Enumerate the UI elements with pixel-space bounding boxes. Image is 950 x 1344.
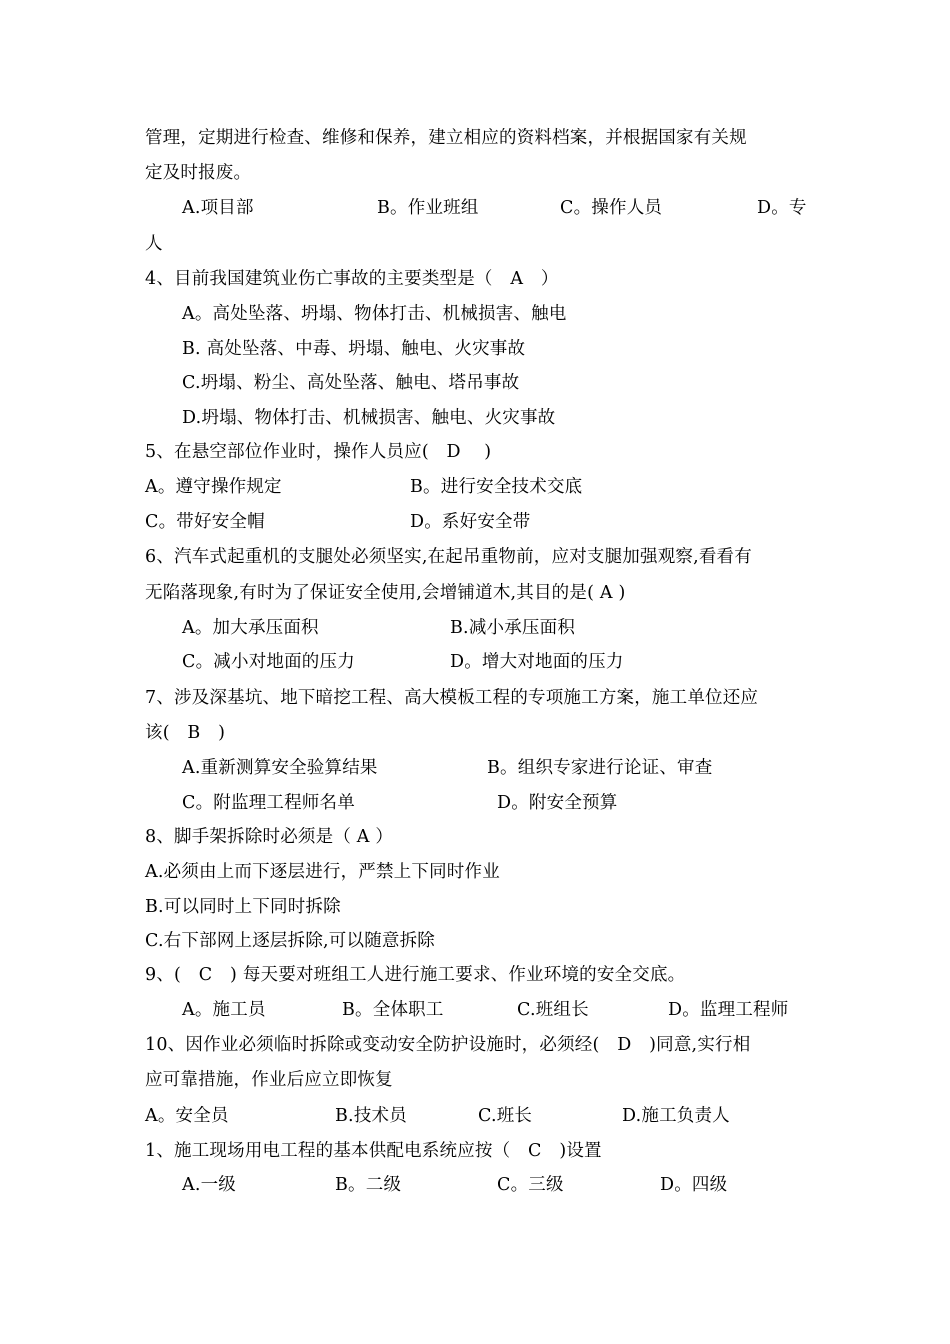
options-row [0,512,950,534]
question: 7、涉及深基坑、地下暗挖工程、高大模板工程的专项施工方案，施工单位还应 [145,688,759,708]
option: D。增大对地面的压力 [450,652,624,672]
option: B。二级 [335,1175,402,1195]
options-row [0,758,950,780]
option: B。作业班组 [377,198,479,218]
option: A。遵守操作规定 [145,477,282,497]
option: A.项目部 [182,198,254,218]
option: B。进行安全技术交底 [410,477,583,497]
question: 5、在悬空部位作业时，操作人员应( D ) [145,442,492,462]
option: A.重新测算安全验算结果 [182,758,378,778]
question: 无陷落现象,有时为了保证安全使用,会增铺道木,其目的是( A ) [145,583,626,603]
text-line: 定及时报废。 [145,163,252,183]
option: C.坍塌、粉尘、高处坠落、触电、塔吊事故 [182,373,520,393]
option: D.坍塌、物体打击、机械损害、触电、火灾事故 [182,408,556,428]
option: A。施工员 [182,1000,266,1020]
option: B.减小承压面积 [450,618,576,638]
question: 8、脚手架拆除时必须是（ A ） [145,827,394,847]
text-line: 管理，定期进行检查、维修和保养，建立相应的资料档案，并根据国家有关规 [145,128,747,148]
option: C.班组长 [517,1000,589,1020]
option: D。附安全预算 [497,793,618,813]
option: A.一级 [182,1175,237,1195]
option: A。安全员 [145,1106,229,1126]
options-row [0,652,950,674]
option: D。四级 [660,1175,728,1195]
question: 4、目前我国建筑业伤亡事故的主要类型是（ A ） [145,269,559,289]
question: 该( B ) [145,723,226,743]
options-row [0,1000,950,1022]
question: 1、施工现场用电工程的基本供配电系统应按（ C )设置 [145,1141,602,1161]
option: B. 高处坠落、中毒、坍塌、触电、火灾事故 [182,339,526,359]
option: B。组织专家进行论证、审查 [487,758,713,778]
question: 9、( C ) 每天要对班组工人进行施工要求、作业环境的安全交底。 [145,965,686,985]
option: C。三级 [497,1175,564,1195]
option: A。高处坠落、坍塌、物体打击、机械损害、触电 [182,304,567,324]
options-row [0,198,950,220]
question: 应可靠措施，作业后应立即恢复 [145,1070,393,1090]
option: D。系好安全带 [410,512,531,532]
option: D.施工负责人 [622,1106,730,1126]
options-row [0,1175,950,1197]
options-row [0,793,950,815]
option: C。减小对地面的压力 [182,652,355,672]
options-row [0,1106,950,1128]
options-row [0,618,950,640]
option: D。专 [757,198,807,218]
option: C。带好安全帽 [145,512,265,532]
option: C.班长 [478,1106,533,1126]
option: D。监理工程师 [668,1000,789,1020]
option: C。操作人员 [560,198,663,218]
option: C.右下部网上逐层拆除,可以随意拆除 [145,931,435,951]
text-line: 人 [145,234,163,254]
question: 10、因作业必须临时拆除或变动安全防护设施时，必须经( D )同意,实行相 [145,1035,751,1055]
option: B.技术员 [335,1106,407,1126]
option: B.可以同时上下同时拆除 [145,897,341,917]
option: C。附监理工程师名单 [182,793,355,813]
options-row [0,477,950,499]
option: A。加大承压面积 [182,618,319,638]
option: A.必须由上而下逐层进行，严禁上下同时作业 [145,862,500,882]
question: 6、汽车式起重机的支腿处必须坚实,在起吊重物前，应对支腿加强观察,看看有 [145,547,752,567]
option: B。全体职工 [342,1000,444,1020]
